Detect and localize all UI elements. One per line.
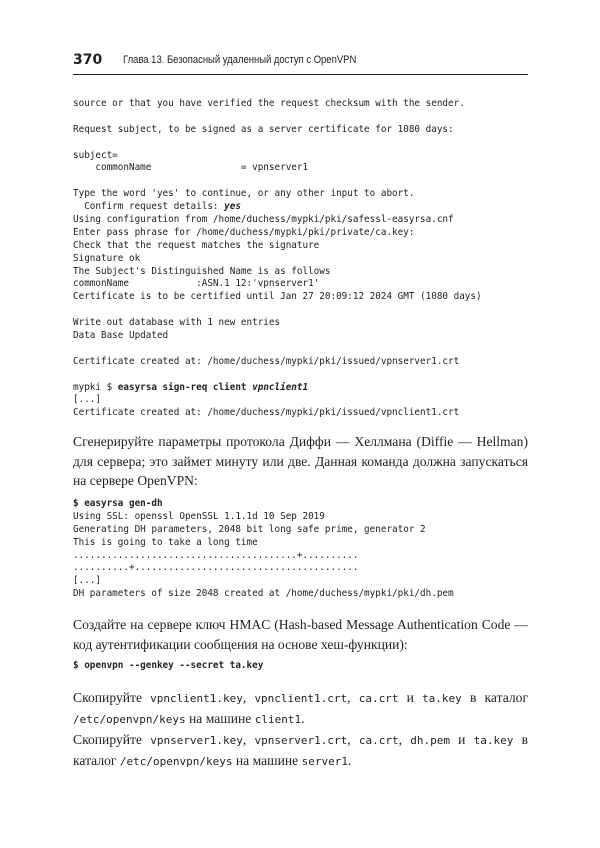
text-segment: vpnclient1 xyxy=(252,381,309,393)
text-segment: easyrsa sign-req client xyxy=(117,381,253,393)
code-line xyxy=(73,317,482,330)
text-segment: . xyxy=(347,752,352,768)
text-segment: [...] xyxy=(73,575,101,587)
text-segment: mypki $ xyxy=(73,381,118,393)
text-segment: ..........+........................................ xyxy=(73,562,359,574)
text-segment: Using configuration from /home/duchess/mypki/pki/safessl-easyrsa.cnf xyxy=(73,214,454,226)
text-segment: source or that you have verified the request checksum with the sender. xyxy=(73,98,465,109)
inline-code: ca.crt xyxy=(358,692,399,705)
code-line xyxy=(73,240,482,253)
code-line xyxy=(73,291,482,304)
text-segment: Generating DH parameters, 2048 bit long safe prime, generator 2 xyxy=(73,523,426,535)
text-segment: и xyxy=(398,690,423,705)
code-line xyxy=(73,498,454,511)
text-segment: Check that the request matches the signature xyxy=(73,239,320,251)
text-segment: Enter pass phrase for /home/duchess/mypki/pki/private/ca.key: xyxy=(73,226,415,238)
code-line xyxy=(73,511,454,524)
code-line xyxy=(73,330,482,343)
text-segment: Certificate is to be certified until Jan 27 20:09:12 2024 GMT (1080 days) xyxy=(73,291,482,303)
inline-code: vpnserver1.crt xyxy=(254,734,348,747)
text-segment: . xyxy=(301,710,305,726)
text-segment: commonName = vpnserver1 xyxy=(73,162,309,174)
code-line xyxy=(73,588,454,601)
text-segment: Скопируйте xyxy=(73,732,151,747)
code-line xyxy=(73,575,454,588)
text-segment: Certificate created at: /home/duchess/mypki/pki/issued/vpnserver1.crt xyxy=(73,355,460,367)
text-segment: Write out database with 1 new entries xyxy=(73,317,281,329)
text-segment: , xyxy=(398,732,411,747)
chapter-title: Глава 13. Безопасный удаленный доступ с OpenVPN xyxy=(123,54,357,66)
text-segment: Request subject, to be signed as a server certificate for 1080 days: xyxy=(73,123,454,135)
text-segment: This is going to take a long time xyxy=(73,536,258,548)
text-segment: , xyxy=(347,732,359,747)
text-segment: Data Base Updated xyxy=(73,330,169,342)
inline-code: ta.key xyxy=(473,734,514,747)
code-line xyxy=(73,537,454,550)
code-block-sign-req xyxy=(73,98,482,420)
page-number: 370 xyxy=(73,52,103,68)
code-block-gen-dh xyxy=(73,498,454,601)
text-segment: The Subject's Distinguished Name is as follows xyxy=(73,265,331,277)
text-segment: Создайте на сервере ключ HMAC (Hash-based Message Authentication Code — код аутентификации сообщения на основе хеш-функции): xyxy=(73,617,528,652)
code-line xyxy=(73,227,482,240)
code-line xyxy=(73,304,482,317)
code-line xyxy=(73,356,482,369)
text-segment: Сгенерируйте параметры протокола Диффи — Хеллмана (Diffie — Hellman) для сервера; это займет минуту или две. Данная команда должна запускаться на сервере OpenVPN: xyxy=(73,434,528,488)
paragraph-diffie-hellman xyxy=(73,432,528,491)
code-line xyxy=(73,660,263,673)
code-line xyxy=(73,382,482,395)
code-line xyxy=(73,98,482,111)
text-segment: ........................................+.......... xyxy=(73,549,359,561)
code-line xyxy=(73,278,482,291)
text-segment: , xyxy=(242,732,255,747)
inline-code: /etc/openvpn/keys xyxy=(73,712,186,726)
text-segment: Certificate created at: /home/duchess/mypki/pki/issued/vpnclient1.crt xyxy=(73,407,460,419)
code-block-genkey xyxy=(73,660,263,673)
text-segment: $ easyrsa gen-dh xyxy=(73,498,163,509)
text-segment: Signature ok xyxy=(73,252,141,264)
code-line xyxy=(73,214,482,227)
inline-code: vpnserver1.key xyxy=(150,734,243,747)
inline-code: ca.crt xyxy=(358,734,399,747)
paragraph-copy-client xyxy=(73,688,528,729)
text-segment: в каталог xyxy=(461,690,529,705)
text-segment: Type the word 'yes' to continue, or any other input to abort. xyxy=(73,188,415,200)
code-line xyxy=(73,201,482,214)
inline-code: vpnclient1.key xyxy=(150,692,243,705)
code-line xyxy=(73,188,482,201)
text-segment: и xyxy=(449,732,474,747)
code-line xyxy=(73,369,482,382)
inline-code: ta.key xyxy=(422,692,462,705)
text-segment: на машине xyxy=(232,752,302,768)
inline-code: /etc/openvpn/keys xyxy=(119,754,233,768)
inline-code: vpnclient1.crt xyxy=(254,692,348,705)
code-line xyxy=(73,562,454,575)
text-segment: subject= xyxy=(73,149,118,161)
text-segment: Confirm request details: xyxy=(73,201,225,213)
paragraph-hmac xyxy=(73,615,528,654)
text-segment: DH parameters of size 2048 created at /home/duchess/mypki/pki/dh.pem xyxy=(73,588,454,600)
code-line xyxy=(73,162,482,175)
code-line xyxy=(73,175,482,188)
code-line xyxy=(73,394,482,407)
code-line xyxy=(73,137,482,150)
inline-code: client1 xyxy=(254,712,302,726)
text-segment: , xyxy=(347,690,359,705)
code-line xyxy=(73,150,482,163)
text-segment: commonName :ASN.1 12:'vpnserver1' xyxy=(73,278,320,290)
text-segment: , xyxy=(242,690,255,705)
text-segment: в каталог xyxy=(73,732,529,768)
inline-code: server1 xyxy=(301,754,348,768)
code-line xyxy=(73,550,454,563)
code-line xyxy=(73,407,482,420)
code-line xyxy=(73,343,482,356)
inline-code: dh.pem xyxy=(410,734,450,747)
code-line xyxy=(73,524,454,537)
code-line xyxy=(73,124,482,137)
text-segment: на машине xyxy=(185,710,255,726)
code-line xyxy=(73,253,482,266)
text-segment: [...] xyxy=(73,394,101,406)
code-line xyxy=(73,266,482,279)
text-segment: Using SSL: openssl OpenSSL 1.1.1d 10 Sep 2019 xyxy=(73,510,325,522)
text-segment: $ openvpn --genkey --secret ta.key xyxy=(73,660,264,671)
text-segment: Скопируйте xyxy=(73,690,151,705)
text-segment: yes xyxy=(224,201,241,213)
paragraph-copy-server xyxy=(73,730,528,771)
running-header xyxy=(73,52,528,75)
code-line xyxy=(73,111,482,124)
